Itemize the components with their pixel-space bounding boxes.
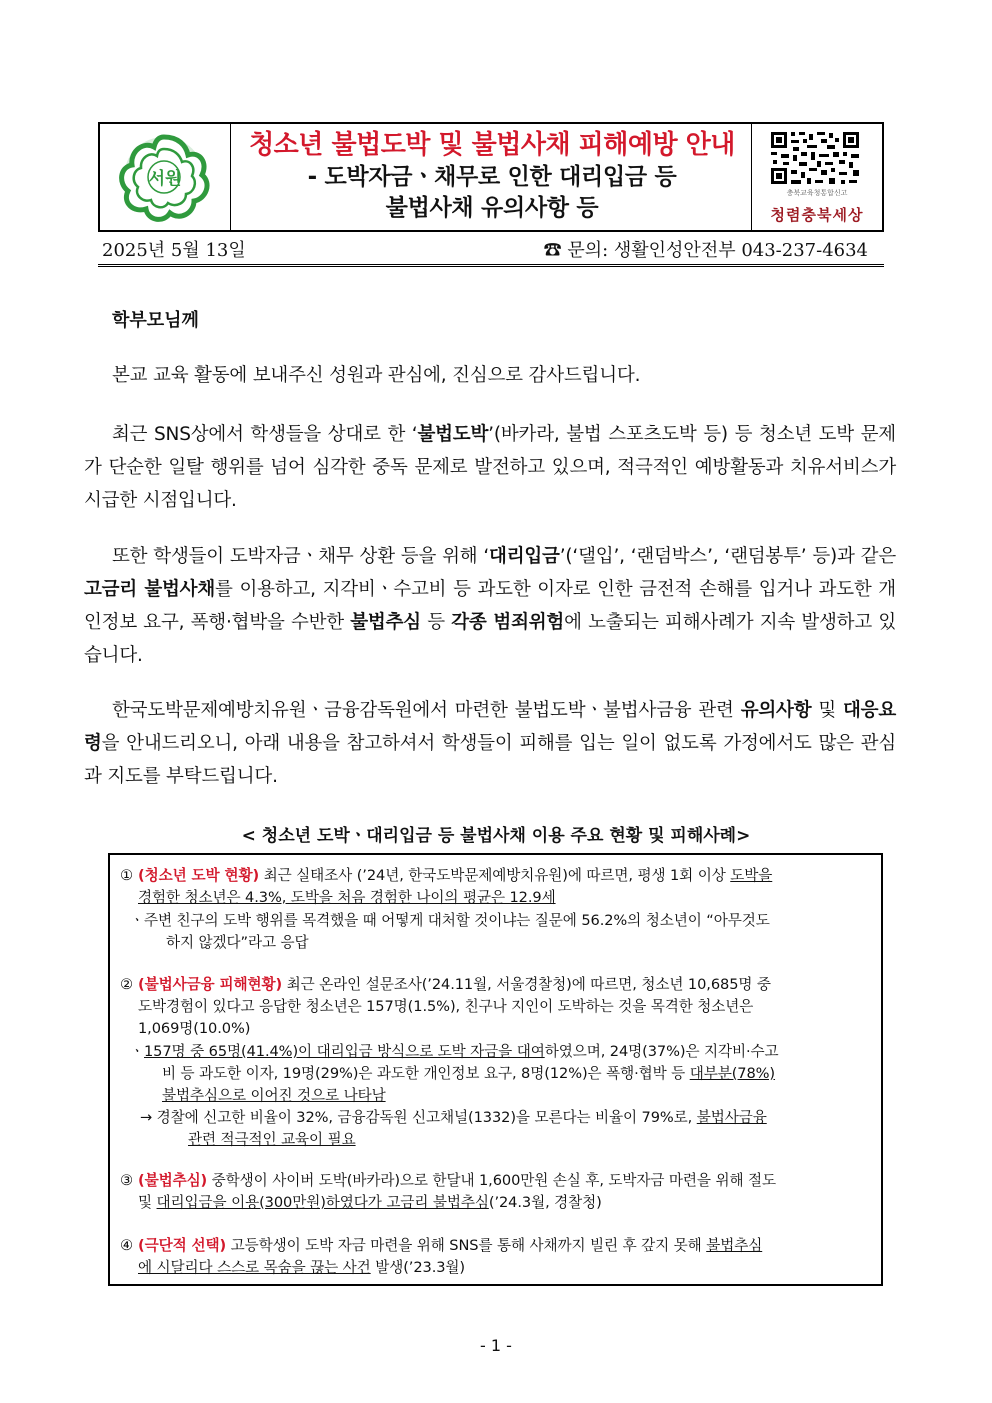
qr-code-icon[interactable] [769, 130, 861, 188]
case-2-arrow-cont: 관련 적극적인 교육이 필요 [188, 1131, 356, 1148]
subtitle-line2: 불법사채 유의사항 등 [385, 195, 599, 221]
paragraph-request: 한국도박문제예방치유원ㆍ금융감독원에서 마련한 불법도박ㆍ불법사금융 관련 유의사항 및 대응요령을 안내드리오니, 아래 내용을 참고하셔서 학생들이 피해를 입는 일이 없도록 가정에서도 많은 관심과 지도를 부탁드립니다. [84, 700, 896, 787]
paragraph-thanks: 본교 교육 활동에 보내주신 성원과 관심에, 진심으로 감사드립니다. [112, 365, 641, 386]
greeting: 학부모님께 [112, 310, 199, 331]
case-1-line2: 경험한 청소년은 4.3%, 도박을 처음 경험한 나이의 평균은 12.9세 [138, 889, 556, 906]
case-2-sub-b: 비 등 과도한 이자, 19명(29%)은 과도한 개인정보 요구, 8명(12%)은 폭행·협박 등 대부분(78%) [162, 1065, 776, 1082]
school-logo-frame [100, 124, 231, 230]
cases-caption: < 청소년 도박ㆍ대리입금 등 불법사채 이용 주요 현황 및 피해사례> [241, 826, 751, 846]
case-3-line2: 및 대리입금을 이용(300만원)하였다가 고금리 불법추심(’24.3월, 경찰청) [138, 1194, 602, 1211]
case-3: ③ (불법추심) 중학생이 사이버 도박(바카라)으로 한달내 1,600만원 손실 후, 도박자금 마련을 위해 절도 [120, 1172, 776, 1189]
paragraph-loans: 또한 학생들이 도박자금ㆍ채무 상환 등을 위해 ‘대리입금’(‘댈입’, ‘랜덤박스’, ‘랜덤봉투’ 등)과 같은 고금리 불법사채를 이용하고, 지각비ㆍ수고비 등 과도한 이자로 인한 금전적 손해를 입거나 과도한 개인정보 요구, 폭행·협박을 수반한 불법추심 등 각종 범죄위험에 노출되는 피해사례가 지속 발생하고 있습니다. [84, 546, 897, 666]
qr-frame [751, 124, 882, 230]
page-title: 청소년 불법도박 및 불법사채 피해예방 안내 [249, 130, 735, 160]
title-area [231, 124, 753, 230]
case-2-sub-c: 불법추심으로 이어진 것으로 나타남 [162, 1087, 386, 1104]
paragraph-gambling: 최근 SNS상에서 학생들을 상대로 한 ‘불법도박’(바카라, 불법 스포츠도박 등) 등 청소년 도박 문제가 단순한 일탈 행위를 넘어 심각한 중독 문제로 발전하고 있으며, 적극적인 예방활동과 치유서비스가 시급한 시점입니다. [84, 424, 896, 511]
contact-info: ☎ 문의: 생활인성안전부 043-237-4634 [543, 240, 868, 261]
cases-box [108, 853, 883, 1286]
case-2-sub-a: ㆍ157명 중 65명(41.4%)이 대리입금 방식으로 도박 자금을 대여하였으며, 24명(37%)은 지각비·수고 [130, 1043, 779, 1060]
header-box [98, 122, 884, 232]
logo-text: 서원 [148, 169, 182, 189]
case-2-arrow: → 경찰에 신고한 비율이 32%, 금융감독원 신고채널(1332)을 모른다는 비율이 79%로, 불법사금융 [140, 1109, 767, 1126]
issue-date: 2025년 5월 13일 [102, 240, 246, 261]
case-4-line2: 에 시달리다 스스로 목숨을 끊는 사건 발생(’23.3월) [138, 1259, 466, 1276]
case-4: ④ (극단적 선택) 고등학생이 도박 자금 마련을 위해 SNS를 통해 사채까지 빌린 후 갚지 못해 불법추심 [120, 1237, 763, 1254]
subtitle-line1: - 도박자금ㆍ채무로 인한 대리입금 등 [307, 164, 677, 190]
case-2-line3: 1,069명(10.0%) [138, 1020, 251, 1037]
case-2-line2: 도박경험이 있다고 응답한 청소년은 157명(1.5%), 친구나 지인이 도박하는 것을 목격한 청소년은 [138, 998, 754, 1015]
page-number: - 1 - [480, 1336, 512, 1355]
dateline [98, 234, 884, 267]
case-2: ② (불법사금융 피해현황) 최근 온라인 설문조사(’24.11월, 서울경찰청)에 따르면, 청소년 10,685명 중 [120, 976, 771, 993]
qr-small-label: 충북교육청통합신고 [786, 189, 848, 197]
qr-caption: 청렴충북세상 [770, 206, 864, 224]
case-1: ① (청소년 도박 현황) 최근 실태조사 (’24년, 한국도박문제예방치유원)에 따르면, 평생 1회 이상 도박을 [120, 867, 773, 884]
case-1-sub: ㆍ주변 친구의 도박 행위를 목격했을 때 어떻게 대처할 것이냐는 질문에 56.2%의 청소년이 “아무것도 [130, 912, 770, 929]
case-1-sub-cont: 하지 않겠다”라고 응답 [166, 934, 309, 951]
